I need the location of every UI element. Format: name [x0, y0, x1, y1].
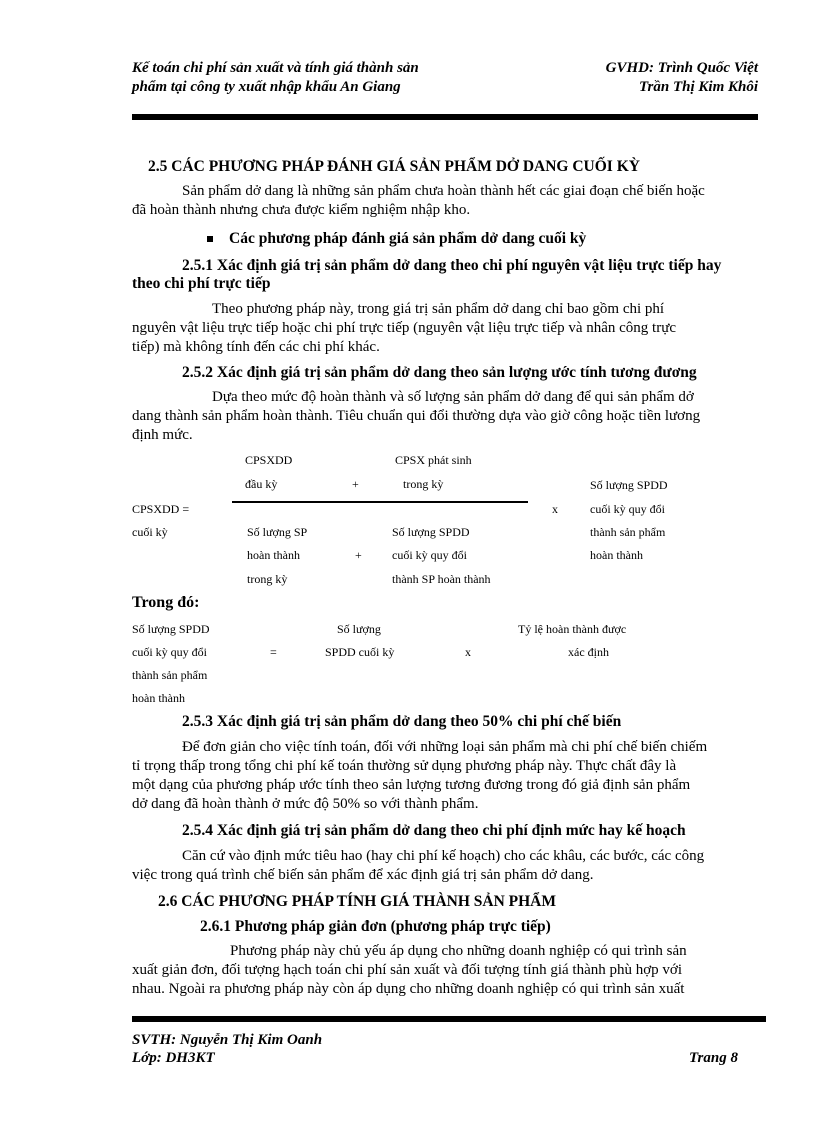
- bullet-icon: [207, 236, 213, 242]
- f1-plus-top: +: [352, 477, 359, 491]
- f1-times: x: [552, 502, 558, 516]
- f1-den-b-line1: Số lượng SPDD: [392, 525, 470, 539]
- header-rule: [132, 114, 758, 120]
- f1-den-a-line2: hoàn thành: [247, 548, 300, 562]
- s252-line1: Dựa theo mức độ hoàn thành và số lượng sản phẩm dở dang để qui sản phẩm dở: [212, 389, 694, 405]
- f1-num-b-line1: CPSX phát sinh: [395, 453, 472, 467]
- header-right-line1: GVHD: Trình Quốc Việt: [605, 60, 758, 76]
- f1-num-b-line2: trong kỳ: [403, 477, 444, 491]
- trong-do-label: Trong đó:: [132, 594, 200, 611]
- f1-rhs-line1: Số lượng SPDD: [590, 478, 668, 492]
- section-2-5-3-heading: 2.5.3 Xác định giá trị sản phẩm dở dang theo 50% chi phí chế biến: [182, 713, 622, 730]
- section-2-5-heading: 2.5 CÁC PHƯƠNG PHÁP ĐÁNH GIÁ SẢN PHẨM DỞ DANG CUỐI KỲ: [148, 158, 640, 175]
- header-left-line2: phẩm tại công ty xuất nhập khẩu An Giang: [132, 79, 401, 95]
- s25-bullet-text: Các phương pháp đánh giá sản phẩm dở dang cuối kỳ: [229, 230, 587, 247]
- s252-line2: dang thành sản phẩm hoàn thành. Tiêu chuẩn qui đổi thường dựa vào giờ công hoặc tiền lương: [132, 408, 701, 424]
- f2-mid-line2: SPDD cuối kỳ: [325, 645, 395, 659]
- f2-lhs-line4: hoàn thành: [132, 691, 185, 705]
- footer-rule: [132, 1016, 766, 1022]
- s25-intro-line2: đã hoàn thành nhưng chưa được kiểm nghiệm nhập kho.: [132, 202, 471, 218]
- f2-mid-line1: Số lượng: [337, 622, 381, 636]
- s253-line2: tỉ trọng thấp trong tổng chi phí kế toán thường sử dụng phương pháp này. Thực chất đây là: [132, 758, 677, 774]
- s254-line1: Căn cứ vào định mức tiêu hao (hay chi phí kế hoạch) cho các khâu, các bước, các công: [182, 848, 705, 864]
- f2-lhs-line3: thành sản phẩm: [132, 668, 208, 682]
- s251-line3: tiếp) mà không tính đến các chi phí khác.: [132, 339, 380, 355]
- f1-rhs-line4: hoàn thành: [590, 548, 643, 562]
- f1-rhs-line2: cuối kỳ quy đổi: [590, 502, 665, 516]
- section-2-6-1-heading: 2.6.1 Phương pháp giản đơn (phương pháp trực tiếp): [200, 918, 551, 935]
- section-2-5-2-heading: 2.5.2 Xác định giá trị sản phẩm dở dang theo sản lượng ước tính tương đương: [182, 364, 697, 381]
- header-right-line2: Trần Thị Kim Khôi: [638, 79, 758, 95]
- footer-page-number: Trang 8: [688, 1050, 738, 1066]
- f2-times: x: [465, 645, 471, 659]
- f1-den-b-line2: cuối kỳ quy đổi: [392, 548, 467, 562]
- f1-rhs-line3: thành sản phẩm: [590, 525, 666, 539]
- s251-line1: Theo phương pháp này, trong giá trị sản phẩm dở dang chỉ bao gồm chi phí: [212, 301, 665, 317]
- section-2-6-heading: 2.6 CÁC PHƯƠNG PHÁP TÍNH GIÁ THÀNH SẢN PHẨM: [158, 893, 556, 910]
- s261-line3: nhau. Ngoài ra phương pháp này còn áp dụng cho những doanh nghiệp có qui trình sản xuất: [132, 981, 685, 997]
- f1-fraction-bar: [232, 501, 528, 503]
- s253-line4: dở dang đã hoàn thành ở mức độ 50% so với thành phẩm.: [132, 796, 479, 812]
- f1-den-a-line1: Số lượng SP: [247, 525, 308, 539]
- header-left-line1: Kế toán chi phí sản xuất và tính giá thành sản: [132, 60, 419, 76]
- f2-rhs-line1: Tỷ lệ hoàn thành được: [518, 622, 627, 636]
- f1-den-a-line3: trong kỳ: [247, 572, 288, 586]
- section-2-5-1-heading-line1: 2.5.1 Xác định giá trị sản phẩm dở dang theo chi phí nguyên vật liệu trực tiếp hay: [182, 257, 722, 274]
- footer-svth: SVTH: Nguyễn Thị Kim Oanh: [132, 1032, 323, 1048]
- f1-lhs-line1: CPSXDD =: [132, 502, 190, 516]
- footer-lop: Lớp: DH3KT: [132, 1050, 215, 1066]
- f1-den-b-line3: thành SP hoàn thành: [392, 572, 491, 586]
- f1-lhs-line2: cuối kỳ: [132, 525, 168, 539]
- s251-line2: nguyên vật liệu trực tiếp hoặc chi phí trực tiếp (nguyên vật liệu trực tiếp và nhân công trực: [132, 320, 677, 336]
- s261-line1: Phương pháp này chủ yếu áp dụng cho những doanh nghiệp có qui trình sản: [230, 943, 687, 959]
- f2-lhs-line2: cuối kỳ quy đổi: [132, 645, 207, 659]
- f1-num-a-line1: CPSXDD: [245, 453, 293, 467]
- s253-line1: Để đơn giản cho việc tính toán, đối với những loại sản phẩm mà chi phí chế biến chiếm: [182, 739, 708, 755]
- s25-intro-line1: Sản phẩm dở dang là những sản phẩm chưa hoàn thành hết các giai đoạn chế biến hoặc: [182, 183, 705, 199]
- s253-line3: một dạng của phương pháp ước tính theo sản lượng tương đương trong đó giả định sản phẩm: [132, 777, 691, 793]
- section-2-5-4-heading: 2.5.4 Xác định giá trị sản phẩm dở dang theo chi phí định mức hay kế hoạch: [182, 822, 686, 839]
- f2-rhs-line2: xác định: [568, 645, 609, 659]
- f2-lhs-line1: Số lượng SPDD: [132, 622, 210, 636]
- f2-equals: =: [270, 645, 277, 659]
- f1-num-a-line2: đầu kỳ: [245, 477, 278, 491]
- s25-bullet-item: [207, 230, 586, 248]
- s254-line2: việc trong quá trình chế biến sản phẩm để xác định giá trị sản phẩm dở dang.: [132, 867, 594, 883]
- f1-plus-bottom: +: [355, 548, 362, 562]
- s261-line2: xuất giản đơn, đối tượng hạch toán chi phí sản xuất và đối tượng tính giá thành phù hợp với: [132, 962, 683, 978]
- section-2-5-1-heading-line2: theo chi phí trực tiếp: [132, 275, 271, 292]
- s252-line3: định mức.: [132, 427, 193, 443]
